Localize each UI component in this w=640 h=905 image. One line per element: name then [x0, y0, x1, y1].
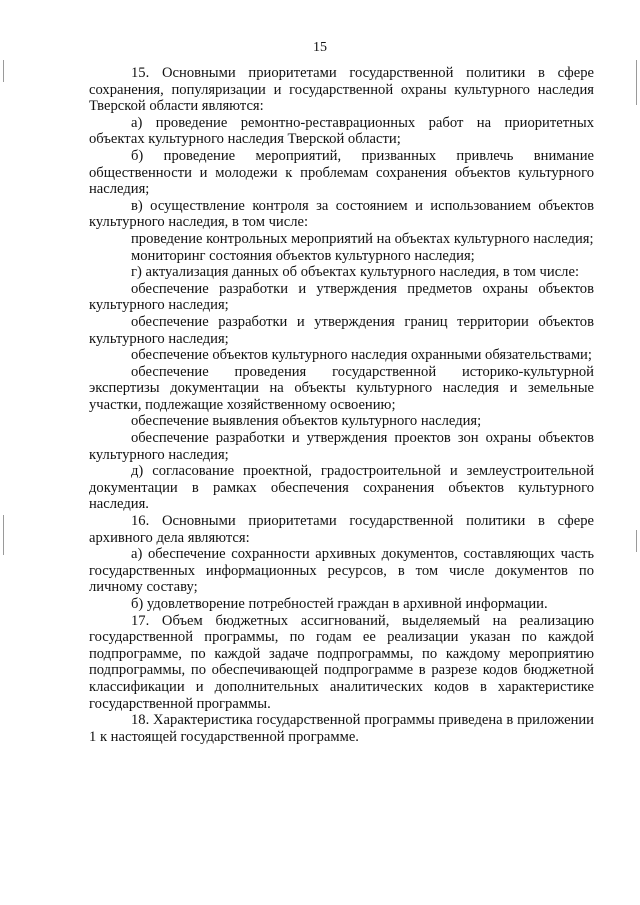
paragraph: д) согласование проектной, градостроительной и землеустроительной документации в рамках обеспечения сохранения объектов культурного наследия.	[89, 463, 594, 513]
paragraph: в) осуществление контроля за состоянием и использованием объектов культурного наследия, в том числе:	[89, 197, 594, 231]
paragraph: б) проведение мероприятий, призванных привлечь внимание общественности и молодежи к проблемам сохранения объектов культурного наследия;	[89, 147, 594, 198]
paragraph: обеспечение проведения государственной историко-культурной экспертизы документации на объекты культурного наследия и земельные участки, подлежащие хозяйственному освоению;	[89, 363, 594, 413]
paragraph: проведение контрольных мероприятий на объектах культурного наследия;	[131, 230, 594, 247]
paragraph: мониторинг состояния объектов культурного наследия;	[131, 247, 475, 264]
scan-mark-right-top	[636, 60, 637, 105]
page-number: 15	[313, 40, 327, 55]
paragraph: б) удовлетворение потребностей граждан в архивной информации.	[131, 596, 548, 612]
paragraph: г) актуализация данных об объектах культурного наследия, в том числе:	[131, 264, 580, 281]
document-body	[89, 65, 594, 745]
paragraph: а) обеспечение сохранности архивных документов, составляющих часть государственных информационных ресурсов, в том числе документов по личному составу;	[89, 546, 594, 596]
scan-mark-left-bottom	[3, 515, 4, 555]
paragraph: обеспечение разработки и утверждения проектов зон охраны объектов культурного наследия;	[89, 430, 594, 463]
paragraph: 16. Основными приоритетами государственной политики в сфере архивного дела являются:	[89, 513, 594, 546]
paragraph: 15. Основными приоритетами государственной политики в сфере сохранения, популяризации и государственной охраны культурного наследия Тверской области являются:	[89, 65, 594, 115]
paragraph: обеспечение разработки и утверждения границ территории объектов культурного наследия;	[89, 313, 594, 347]
paragraph: 17. Объем бюджетных ассигнований, выделяемый на реализацию государственной программы, по годам ее реализации указан по каждой подпрограмме, по каждой задаче подпрограммы, по каждому мероприятию подпрограммы, по обеспечивающей подпрограмме в разрезе кодов бюджетной классификации и дополнительных аналитических кодов в характеристике государственной программы.	[89, 612, 594, 712]
paragraph: а) проведение ремонтно-реставрационных работ на приоритетных объектах культурного наследия Тверской области;	[89, 114, 594, 148]
paragraph: обеспечение разработки и утверждения предметов охраны объектов культурного наследия;	[89, 280, 594, 314]
scan-mark-right-bottom	[636, 530, 637, 552]
paragraph: обеспечение выявления объектов культурного наследия;	[131, 413, 482, 430]
paragraph: 18. Характеристика государственной программы приведена в приложении 1 к настоящей государственной программе.	[89, 712, 594, 745]
paragraph: обеспечение объектов культурного наследия охранными обязательствами;	[131, 347, 592, 364]
scan-mark-left-top	[3, 60, 4, 82]
